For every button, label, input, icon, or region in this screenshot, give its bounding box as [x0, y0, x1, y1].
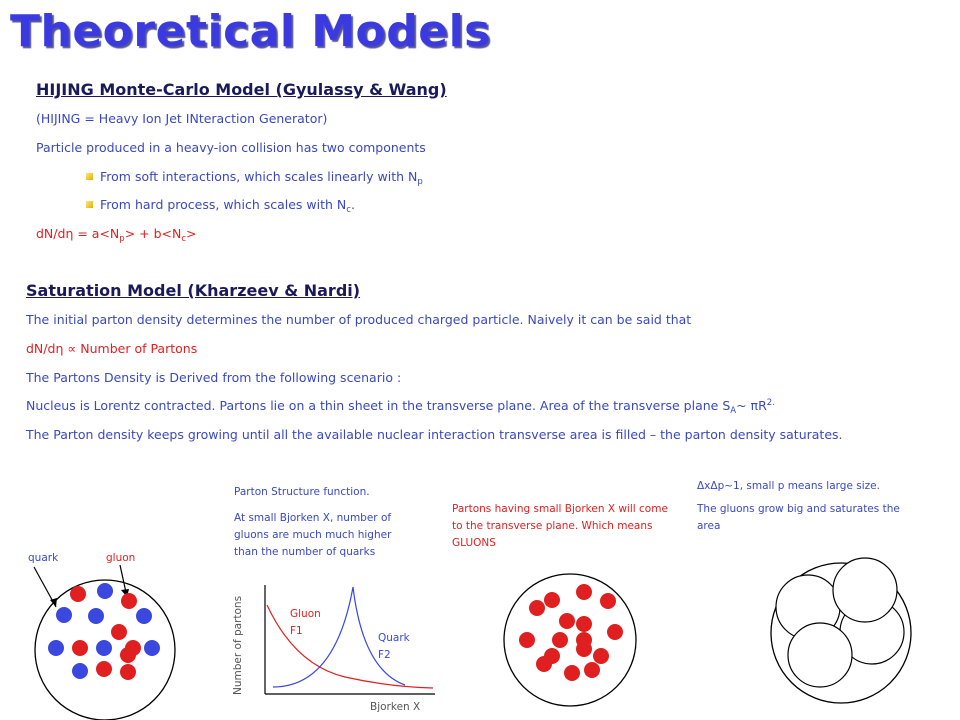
gluon-dot [544, 592, 560, 608]
gluon-label: gluon [106, 552, 136, 564]
saturation-line-5: The Parton density keeps growing until all the available nuclear interaction transverse area is filled – the parton density saturates. [26, 427, 843, 442]
quark-dot [56, 607, 72, 623]
saturation-line-4: Nucleus is Lorentz contracted. Partons lie on a thin sheet in the transverse plane. Area of the transverse plane $S_A\sim$ $\pi R^{2.}$ [26, 398, 775, 416]
gluon-dot [576, 616, 592, 632]
structure-caption-body: At small Bjorken X, number of gluons are much much higher than the number of quarks [234, 512, 392, 558]
gluon-dot [121, 593, 137, 609]
structure-function-plot [225, 575, 450, 715]
gluon-dot [584, 662, 600, 678]
quark-dot [48, 640, 64, 656]
plot-ylabel: Number of partons [232, 595, 244, 695]
transverse-gluon-figure [495, 565, 645, 715]
saturation-line-1: The initial parton density determines the number of produced charged particle. Naively it can be said that [26, 312, 692, 327]
gluon-dot [593, 648, 609, 664]
saturation-line-3: The Partons Density is Derived from the following scenario : [26, 370, 402, 385]
gluon-dot [120, 647, 136, 663]
gluon-dot [529, 600, 545, 616]
gluon-dot [96, 661, 112, 677]
gluon-dot [70, 586, 86, 602]
gluon-dot [552, 632, 568, 648]
nucleus-quark-gluon-figure [20, 545, 190, 720]
quark-dot [136, 608, 152, 624]
gluon-dot [576, 584, 592, 600]
uncertainty-caption: ΔxΔp~1, small p means large size. [697, 480, 880, 492]
quark-dot [72, 663, 88, 679]
plot-xlabel: Bjorken X [370, 701, 421, 713]
structure-caption-title: Parton Structure function. [234, 486, 370, 498]
hijing-bullet-hard: From hard process, which scales with $N_c$. [86, 197, 355, 215]
saturation-proportional: dN/dη ∝ Number of Partons [26, 341, 198, 356]
hijing-intro: Particle produced in a heavy-ion collision has two components [36, 140, 426, 155]
gluon-dot [72, 640, 88, 656]
gluon-curve-label: Gluon [290, 608, 321, 620]
quark-dot [97, 583, 113, 599]
bullet-icon [86, 201, 93, 208]
bullet-icon [86, 173, 93, 180]
gluon-dot [600, 593, 616, 609]
quark-curve-label: Quark [378, 632, 410, 644]
gluon-dot [564, 665, 580, 681]
gluon-dot [519, 632, 535, 648]
gluon-dot [111, 624, 127, 640]
gluon-dot [536, 656, 552, 672]
saturation-caption: The gluons grow big and saturates the area [697, 503, 900, 532]
hijing-bullet-soft: From soft interactions, which scales linearly with $N_p$ [86, 169, 423, 187]
gluon-dot [120, 664, 136, 680]
gluon-dot [559, 613, 575, 629]
page-title: Theoretical Models [10, 6, 491, 57]
gluon-dot [576, 641, 592, 657]
transverse-caption: Partons having small Bjorken X will come to the transverse plane. Which means GLUONS [452, 503, 668, 549]
quark-label: quark [28, 552, 59, 564]
gluon-dot [607, 624, 623, 640]
saturated-gluon-figure [758, 548, 928, 718]
hijing-heading: HIJING Monte-Carlo Model (Gyulassy & Wang) [36, 80, 447, 99]
quark-dot [88, 608, 104, 624]
quark-dot [144, 640, 160, 656]
saturation-heading: Saturation Model (Kharzeev & Nardi) [26, 281, 361, 300]
large-gluon-circle [788, 623, 852, 687]
quark-curve-f: F2 [378, 649, 391, 661]
hijing-acronym: (HIJING = Heavy Ion Jet INteraction Generator) [36, 111, 328, 126]
gluon-curve-f: F1 [290, 625, 303, 637]
hijing-formula: $dN/d\eta = a<N_p> + b<N_c>$ [36, 226, 197, 244]
quark-dot [96, 640, 112, 656]
large-gluon-circle [833, 558, 897, 622]
